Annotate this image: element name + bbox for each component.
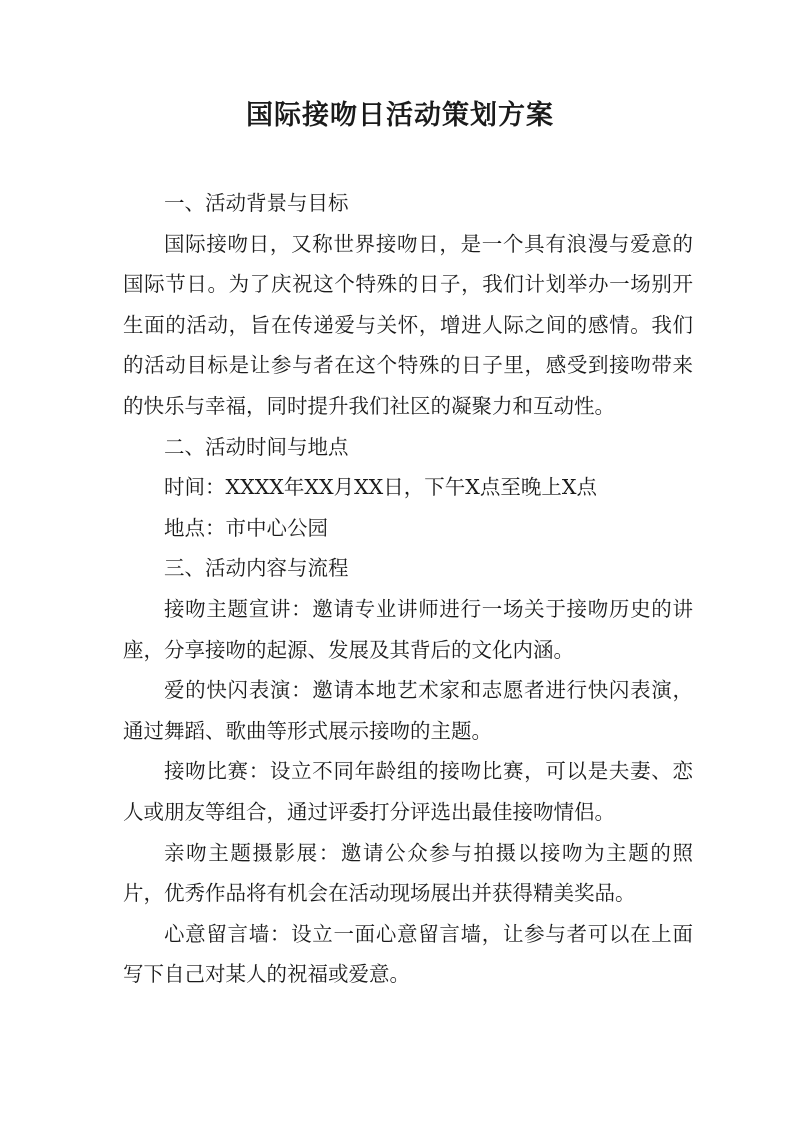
document-title: 国际接吻日活动策划方案 [246, 100, 554, 131]
paragraph-location: 地点：市中心公园 [164, 515, 328, 540]
paragraph-time: 时间：XXXX年XX月XX日，下午X点至晚上X点 [164, 475, 597, 500]
paragraph-flashmob: 爱的快闪表演：邀请本地艺术家和志愿者进行快闪表演，通过舞蹈、歌曲等形式展示接吻的主题。 [123, 678, 693, 743]
section-heading: 二、活动时间与地点 [164, 434, 349, 459]
paragraph-photo-exhibition: 亲吻主题摄影展：邀请公众参与拍摄以接吻为主题的照片，优秀作品将有机会在活动现场展出并获得精美奖品。 [123, 840, 693, 906]
document-body [123, 183, 693, 995]
paragraph-contest: 接吻比赛：设立不同年龄组的接吻比赛，可以是夫妻、恋人或朋友等组合，通过评委打分评选出最佳接吻情侣。 [123, 759, 693, 824]
paragraph-message-wall: 心意留言墙：设立一面心意留言墙，让参与者可以在上面写下自己对某人的祝福或爱意。 [123, 921, 693, 987]
paragraph-background: 国际接吻日，又称世界接吻日，是一个具有浪漫与爱意的国际节日。为了庆祝这个特殊的日子，我们计划举办一场别开生面的活动，旨在传递爱与关怀，增进人际之间的感情。我们的活动目标是让参与者在这个特殊的日子里，感受到接吻带来的快乐与幸福，同时提升我们社区的凝聚力和互动性。 [123, 231, 693, 418]
paragraph-lecture: 接吻主题宣讲：邀请专业讲师进行一场关于接吻历史的讲座，分享接吻的起源、发展及其背后的文化内涵。 [123, 596, 693, 662]
section-heading: 三、活动内容与流程 [164, 556, 349, 581]
section-heading: 一、活动背景与目标 [164, 191, 349, 215]
